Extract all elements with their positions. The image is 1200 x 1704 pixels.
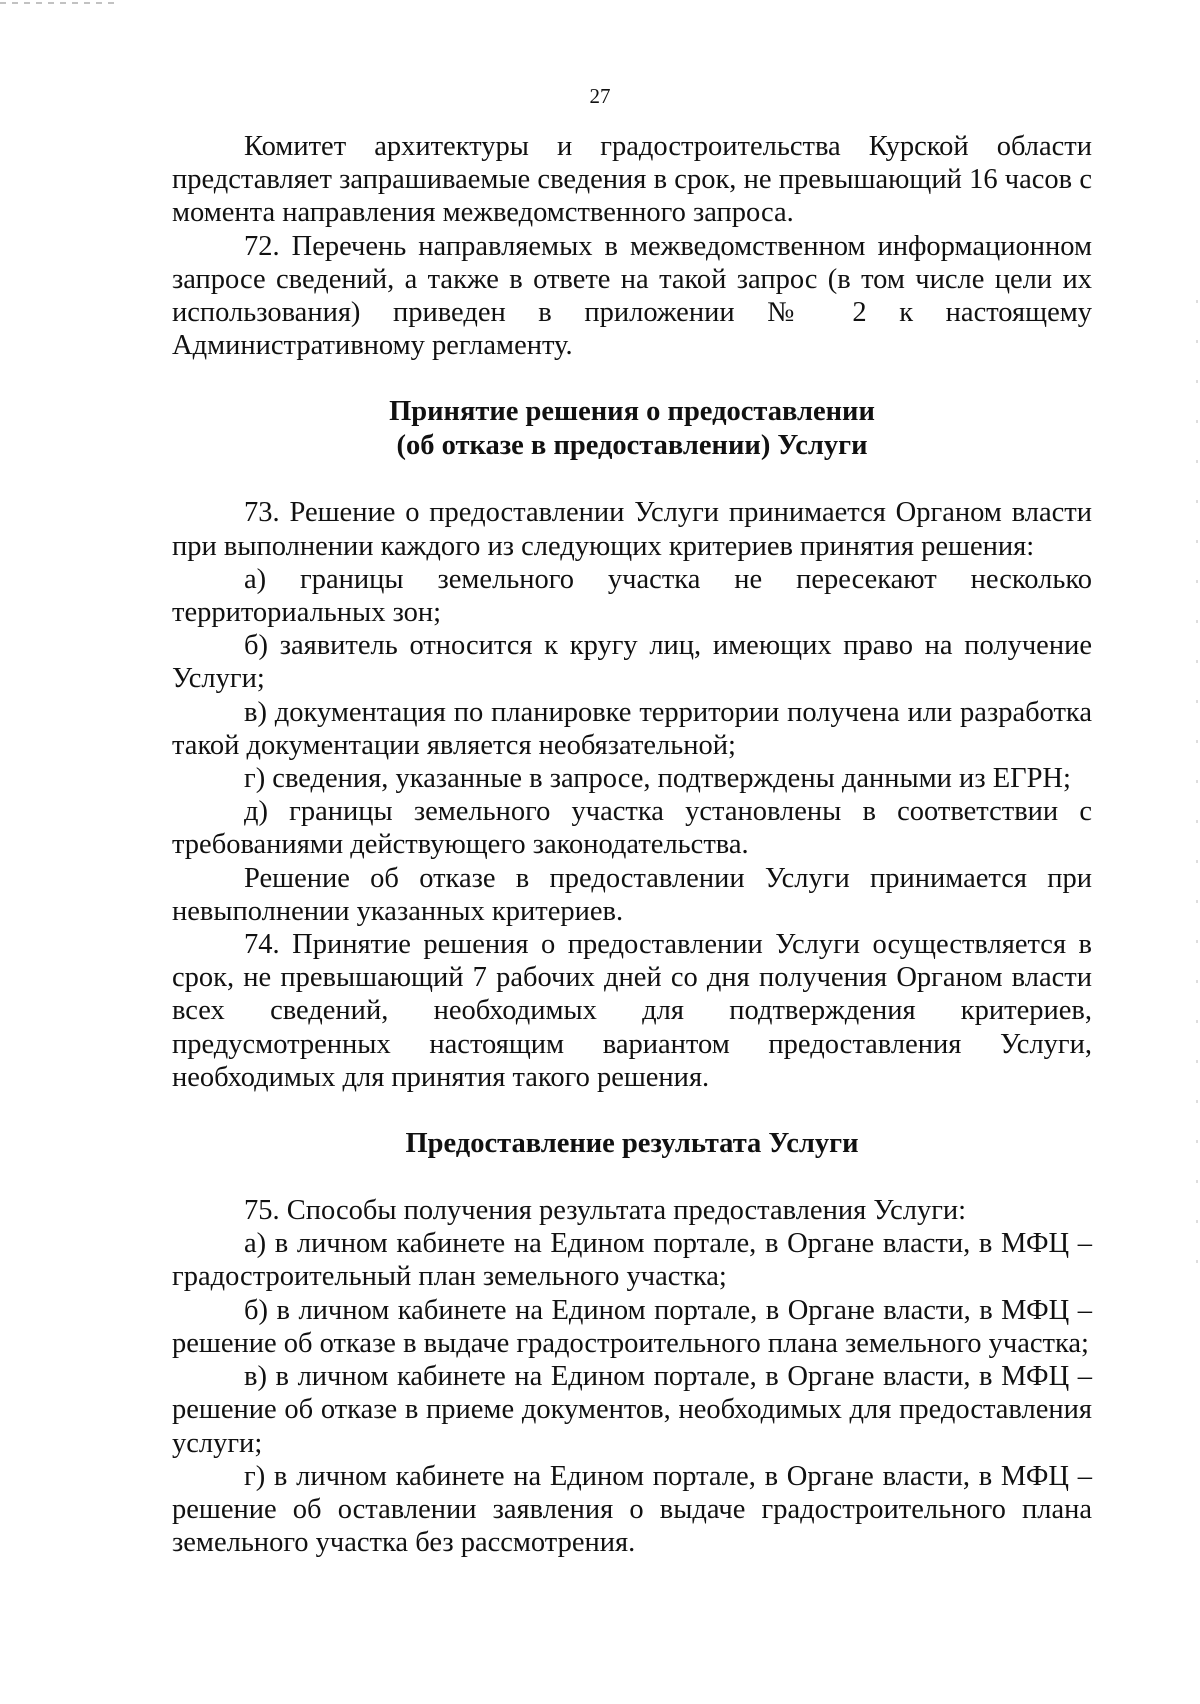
paragraph: 75. Способы получения результата предоставления Услуги: — [244, 1195, 967, 1227]
list-item: а) границы земельного участка не пересекают несколько территориальных зон; — [172, 563, 1092, 629]
paragraph: 73. Решение о предоставлении Услуги принимается Органом власти при выполнении каждого из следующих критериев принятия решения: — [172, 497, 1092, 562]
section-heading: (об отказе в предоставлении) Услуги — [396, 430, 868, 462]
paragraph: 72. Перечень направляемых в межведомственном информационном запросе сведений, а также в ответе на такой запрос (в том числе цели их использования) приведен в приложении № 2 к настоящему Административному регламенту. — [172, 230, 1092, 362]
paragraph: Комитет архитектуры и градостроительства Курской области представляет запрашиваемые сведения в срок, не превышающий 16 часов с момента направления межведомственного запроса. — [172, 131, 1092, 229]
paragraph: 74. Принятие решения о предоставлении Услуги осуществляется в срок, не превышающий 7 рабочих дней со дня получения Органом власти всех сведений, необходимых для подтверждения критериев, предусмотренных настоящим вариантом предоставления Услуги, необходимых для принятия такого решения. — [172, 929, 1092, 1093]
list-item: а) в личном кабинете на Едином портале, в Органе власти, в МФЦ – градостроительный план земельного участка; — [172, 1228, 1092, 1293]
list-item: в) в личном кабинете на Едином портале, в Органе власти, в МФЦ – решение об отказе в приеме документов, необходимых для предоставления услуги; — [172, 1361, 1092, 1459]
page-number: 27 — [589, 84, 611, 108]
list-item: г) сведения, указанные в запросе, подтверждены данными из ЕГРН; — [244, 763, 1071, 795]
list-item: д) границы земельного участка установлены в соответствии с требованиями действующего законодательства. — [172, 796, 1092, 861]
list-item: б) в личном кабинете на Едином портале, в Органе власти, в МФЦ – решение об отказе в выдаче градостроительного плана земельного участка; — [172, 1294, 1092, 1359]
document-body — [172, 130, 1092, 1559]
paragraph: Решение об отказе в предоставлении Услуги принимается при невыполнении указанных критериев. — [172, 862, 1092, 927]
section-heading: Предоставление результата Услуги — [405, 1128, 859, 1160]
list-item: г) в личном кабинете на Едином портале, в Органе власти, в МФЦ – решение об оставлении заявления о выдаче градостроительного плана земельного участка без рассмотрения. — [172, 1460, 1092, 1559]
list-item: б) заявитель относится к кругу лиц, имеющих право на получение Услуги; — [172, 630, 1092, 695]
list-item: в) документация по планировке территории получена или разработка такой документации является необязательной; — [172, 696, 1092, 761]
section-heading: Принятие решения о предоставлении — [389, 396, 875, 428]
scan-edge-mark — [1196, 300, 1198, 1300]
scan-edge-mark — [0, 2, 120, 4]
